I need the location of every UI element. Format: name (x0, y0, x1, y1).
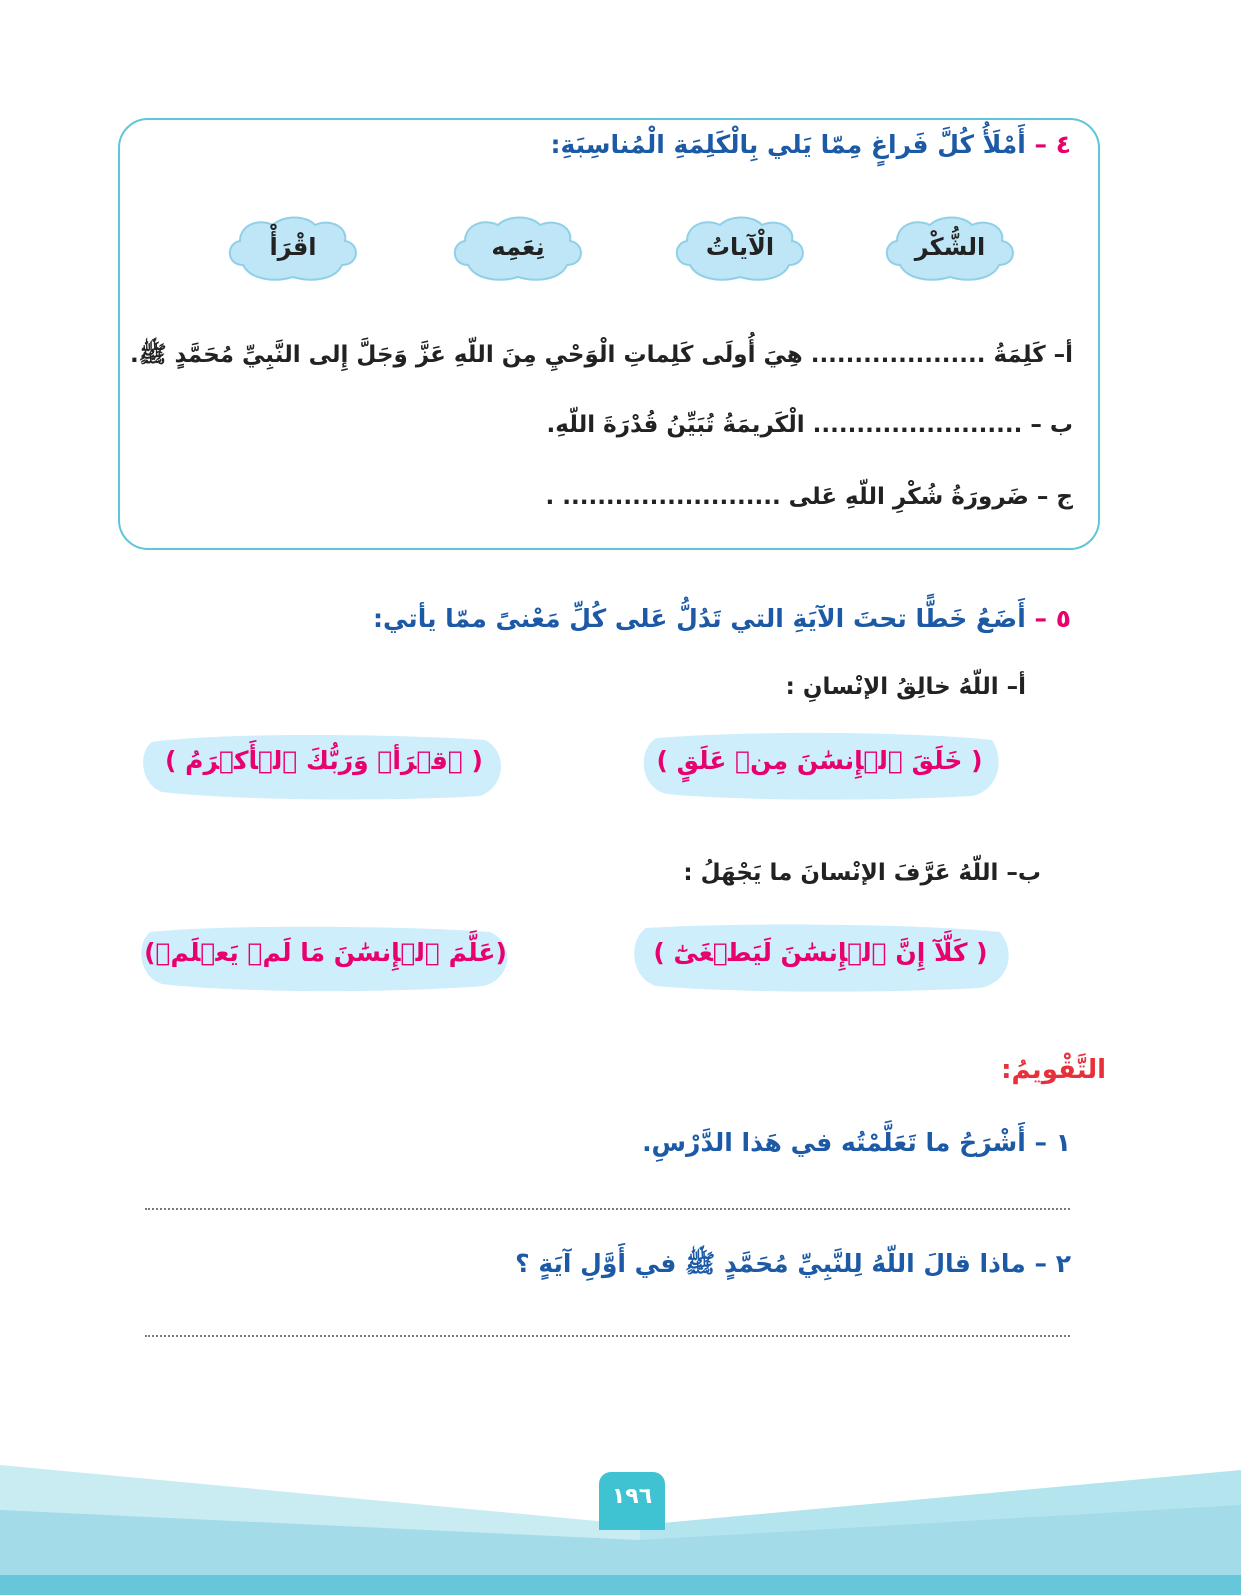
word-bank-cloud (443, 213, 593, 291)
answer-line-2[interactable] (145, 1335, 1070, 1337)
verse-kalla: ( كَلَّآ إِنَّ ٱلۡإِنسَٰنَ لَيَطۡغَىٰٓ ) (653, 938, 988, 967)
question-text: ماذا قالَ اللّهُ لِلنَّبِيِّ مُحَمَّدٍ ﷺ في أَوَّلِ آيَةٍ ؟ (515, 1249, 1026, 1278)
word-iqra: اقْرَأْ (269, 233, 317, 261)
q4-item-a (130, 340, 1073, 374)
word-ayat: الْآياتُ (705, 233, 775, 261)
item-label: ب – (1030, 412, 1073, 438)
evaluation-title: التَّقْويمُ: (1001, 1055, 1106, 1085)
word-bank-cloud (218, 213, 368, 291)
q5-instruction: أَضَعُ خَطًّا تحتَ الآيَةِ التي تَدُلُّ عَلى كُلِّ مَعْنىً ممّا يأتي: (373, 604, 1026, 633)
item-label: أ– (1053, 342, 1073, 368)
verse-iqra: ( ٱقۡرَأۡ وَرَبُّكَ ٱلۡأَكۡرَمُ ) (165, 746, 483, 775)
question-text: أَشْرَحُ ما تَعَلَّمْتُه في هَذا الدَّرْسِ. (642, 1128, 1026, 1157)
item-text: ضَرورَةُ شُكْرِ اللّهِ عَلى ......................... . (545, 484, 1029, 510)
word-bank-cloud (665, 213, 815, 291)
q4-header (551, 130, 1071, 159)
item-text: ........................ الْكَريمَةُ تُبَيِّنُ قُدْرَةَ اللّهِ. (546, 412, 1023, 438)
part-label: ب– (1006, 860, 1041, 886)
q5-number: ٥ – (1034, 604, 1071, 633)
verse-option-blob[interactable] (628, 922, 1013, 992)
q4-item-c (546, 484, 1074, 510)
verse-option-blob[interactable] (637, 730, 1002, 800)
part-label: أ– (1006, 674, 1026, 700)
part-text: اللّهُ خالِقُ الإنْسانِ : (785, 674, 999, 700)
q4-number: ٤ – (1034, 130, 1071, 159)
item-label: ج – (1036, 484, 1073, 510)
question-number: ١ – (1034, 1128, 1071, 1157)
question-number: ٢ – (1034, 1249, 1071, 1278)
q5-part-a (786, 674, 1026, 700)
q4-item-b (547, 412, 1073, 438)
word-bank-cloud (875, 213, 1025, 291)
q5-part-b (683, 860, 1041, 886)
item-text: كَلِمَةُ .................... هِيَ أُولَى كَلِماتِ الْوَحْيِ مِنَ اللّهِ عَزَّ وَجَلَّ إِلى النَّبِيِّ مُحَمَّدٍ ﷺ. (129, 342, 1046, 368)
page-number: ١٩٦ (599, 1472, 665, 1530)
part-text: اللّهُ عَرَّفَ الإنْسانَ ما يَجْهَلُ : (683, 860, 999, 886)
evaluation-question-2 (515, 1248, 1071, 1285)
verse-option-blob[interactable] (140, 730, 508, 800)
q4-instruction: أَمْلَأُ كُلَّ فَراغٍ مِمّا يَلي بِالْكَلِمَةِ الْمُناسِبَةِ: (550, 130, 1026, 159)
answer-line-1[interactable] (145, 1208, 1070, 1210)
verse-khalaqa: ( خَلَقَ ٱلۡإِنسَٰنَ مِنۡ عَلَقٍ ) (656, 746, 983, 775)
word-niamih: نِعَمِه (491, 233, 545, 261)
q5-header (373, 604, 1071, 633)
verse-option-blob[interactable] (138, 922, 513, 992)
word-shukr: الشُّكْر (914, 233, 986, 261)
verse-allama: (عَلَّمَ ٱلۡإِنسَٰنَ مَا لَمۡ يَعۡلَمۡ) (144, 938, 507, 967)
evaluation-question-1 (642, 1128, 1071, 1157)
